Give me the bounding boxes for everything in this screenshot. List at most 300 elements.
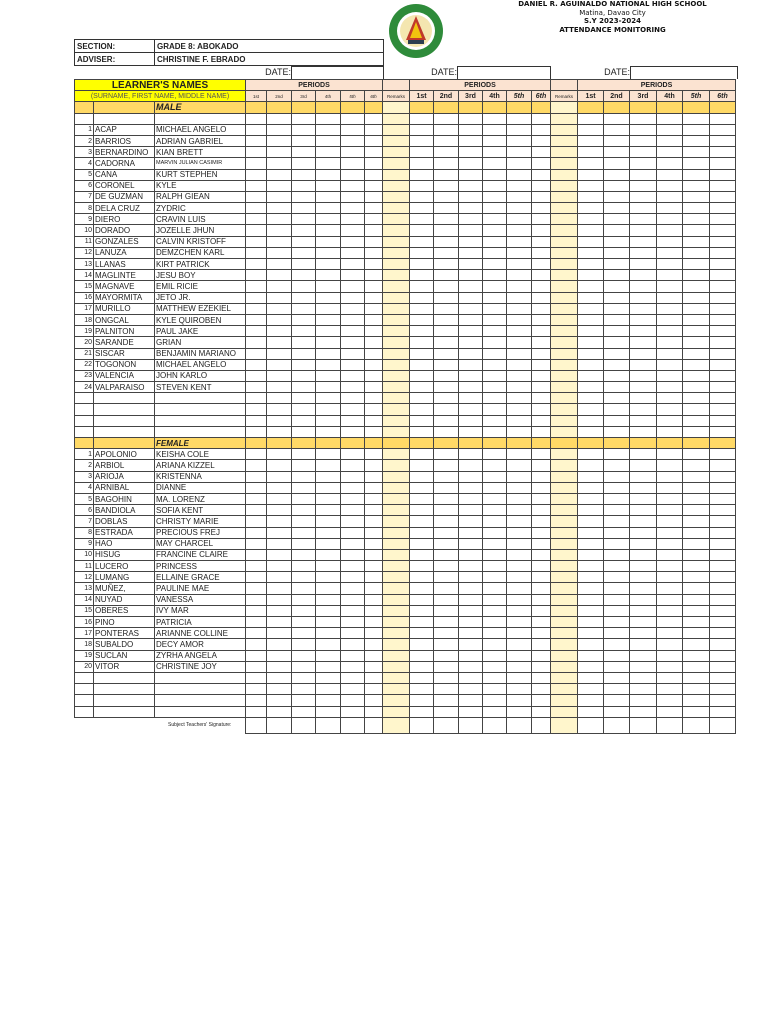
remarks-cell[interactable] <box>383 661 410 672</box>
attendance-cell[interactable] <box>341 572 365 583</box>
remarks-cell[interactable] <box>551 393 578 404</box>
attendance-cell[interactable] <box>507 314 532 325</box>
remarks-cell[interactable] <box>383 348 410 359</box>
attendance-cell[interactable] <box>507 393 532 404</box>
attendance-cell[interactable] <box>410 594 434 605</box>
attendance-cell[interactable] <box>657 672 683 683</box>
attendance-cell[interactable] <box>316 605 341 616</box>
attendance-cell[interactable] <box>459 314 483 325</box>
attendance-cell[interactable] <box>292 270 316 281</box>
attendance-cell[interactable] <box>246 639 267 650</box>
attendance-cell[interactable] <box>657 314 683 325</box>
attendance-cell[interactable] <box>292 124 316 135</box>
attendance-cell[interactable] <box>365 639 383 650</box>
attendance-cell[interactable] <box>316 292 341 303</box>
attendance-cell[interactable] <box>507 326 532 337</box>
attendance-cell[interactable] <box>316 505 341 516</box>
attendance-cell[interactable] <box>532 259 551 270</box>
attendance-cell[interactable] <box>604 113 630 124</box>
attendance-cell[interactable] <box>292 370 316 381</box>
attendance-cell[interactable] <box>246 169 267 180</box>
attendance-cell[interactable] <box>365 393 383 404</box>
signature-cell[interactable] <box>604 717 630 733</box>
attendance-cell[interactable] <box>365 191 383 202</box>
attendance-cell[interactable] <box>483 505 507 516</box>
attendance-cell[interactable] <box>657 169 683 180</box>
attendance-cell[interactable] <box>657 270 683 281</box>
attendance-cell[interactable] <box>483 124 507 135</box>
attendance-cell[interactable] <box>459 505 483 516</box>
attendance-cell[interactable] <box>630 594 657 605</box>
attendance-cell[interactable] <box>657 180 683 191</box>
attendance-cell[interactable] <box>246 695 267 706</box>
attendance-cell[interactable] <box>683 393 710 404</box>
attendance-cell[interactable] <box>341 281 365 292</box>
attendance-cell[interactable] <box>341 549 365 560</box>
signature-cell[interactable] <box>578 717 604 733</box>
attendance-cell[interactable] <box>507 549 532 560</box>
attendance-cell[interactable] <box>532 538 551 549</box>
attendance-cell[interactable] <box>683 124 710 135</box>
attendance-cell[interactable] <box>410 482 434 493</box>
attendance-cell[interactable] <box>316 314 341 325</box>
remarks-cell[interactable] <box>383 605 410 616</box>
attendance-cell[interactable] <box>683 203 710 214</box>
attendance-cell[interactable] <box>365 326 383 337</box>
attendance-cell[interactable] <box>630 460 657 471</box>
attendance-cell[interactable] <box>267 292 292 303</box>
attendance-cell[interactable] <box>507 639 532 650</box>
attendance-cell[interactable] <box>267 359 292 370</box>
attendance-cell[interactable] <box>532 426 551 437</box>
attendance-cell[interactable] <box>316 382 341 393</box>
attendance-cell[interactable] <box>410 382 434 393</box>
remarks-cell[interactable] <box>383 135 410 146</box>
attendance-cell[interactable] <box>578 695 604 706</box>
attendance-cell[interactable] <box>410 292 434 303</box>
attendance-cell[interactable] <box>604 203 630 214</box>
attendance-cell[interactable] <box>507 617 532 628</box>
attendance-cell[interactable] <box>630 661 657 672</box>
attendance-cell[interactable] <box>365 281 383 292</box>
attendance-cell[interactable] <box>410 706 434 717</box>
attendance-cell[interactable] <box>483 180 507 191</box>
remarks-cell[interactable] <box>383 527 410 538</box>
attendance-cell[interactable] <box>630 191 657 202</box>
remarks-cell[interactable] <box>383 672 410 683</box>
attendance-cell[interactable] <box>483 158 507 169</box>
attendance-cell[interactable] <box>507 113 532 124</box>
attendance-cell[interactable] <box>604 191 630 202</box>
attendance-cell[interactable] <box>316 158 341 169</box>
attendance-cell[interactable] <box>459 236 483 247</box>
remarks-cell[interactable] <box>551 124 578 135</box>
attendance-cell[interactable] <box>483 549 507 560</box>
attendance-cell[interactable] <box>246 505 267 516</box>
attendance-cell[interactable] <box>365 135 383 146</box>
attendance-cell[interactable] <box>657 236 683 247</box>
attendance-cell[interactable] <box>459 158 483 169</box>
attendance-cell[interactable] <box>710 617 736 628</box>
remarks-cell[interactable] <box>383 370 410 381</box>
attendance-cell[interactable] <box>657 158 683 169</box>
attendance-cell[interactable] <box>483 684 507 695</box>
attendance-cell[interactable] <box>507 281 532 292</box>
remarks-cell[interactable] <box>383 102 410 113</box>
attendance-cell[interactable] <box>507 594 532 605</box>
attendance-cell[interactable] <box>630 415 657 426</box>
attendance-cell[interactable] <box>341 639 365 650</box>
attendance-cell[interactable] <box>316 415 341 426</box>
remarks-cell[interactable] <box>383 169 410 180</box>
attendance-cell[interactable] <box>292 214 316 225</box>
attendance-cell[interactable] <box>532 135 551 146</box>
remarks-cell[interactable] <box>383 225 410 236</box>
attendance-cell[interactable] <box>710 639 736 650</box>
attendance-cell[interactable] <box>604 516 630 527</box>
attendance-cell[interactable] <box>365 113 383 124</box>
attendance-cell[interactable] <box>459 203 483 214</box>
attendance-cell[interactable] <box>292 404 316 415</box>
remarks-cell[interactable] <box>551 639 578 650</box>
signature-cell[interactable] <box>630 717 657 733</box>
remarks-cell[interactable] <box>551 259 578 270</box>
attendance-cell[interactable] <box>316 594 341 605</box>
remarks-cell[interactable] <box>551 583 578 594</box>
attendance-cell[interactable] <box>532 382 551 393</box>
remarks-cell[interactable] <box>551 572 578 583</box>
attendance-cell[interactable] <box>434 482 459 493</box>
attendance-cell[interactable] <box>246 359 267 370</box>
attendance-cell[interactable] <box>267 147 292 158</box>
attendance-cell[interactable] <box>483 314 507 325</box>
attendance-cell[interactable] <box>459 516 483 527</box>
remarks-cell[interactable] <box>551 147 578 158</box>
attendance-cell[interactable] <box>365 348 383 359</box>
attendance-cell[interactable] <box>410 135 434 146</box>
attendance-cell[interactable] <box>410 370 434 381</box>
attendance-cell[interactable] <box>507 158 532 169</box>
attendance-cell[interactable] <box>341 415 365 426</box>
attendance-cell[interactable] <box>267 617 292 628</box>
attendance-cell[interactable] <box>365 516 383 527</box>
attendance-cell[interactable] <box>710 169 736 180</box>
attendance-cell[interactable] <box>365 247 383 258</box>
attendance-cell[interactable] <box>459 348 483 359</box>
attendance-cell[interactable] <box>483 561 507 572</box>
attendance-cell[interactable] <box>657 147 683 158</box>
attendance-cell[interactable] <box>434 471 459 482</box>
attendance-cell[interactable] <box>710 203 736 214</box>
attendance-cell[interactable] <box>710 516 736 527</box>
attendance-cell[interactable] <box>683 303 710 314</box>
attendance-cell[interactable] <box>410 169 434 180</box>
attendance-cell[interactable] <box>604 650 630 661</box>
attendance-cell[interactable] <box>410 426 434 437</box>
attendance-cell[interactable] <box>246 594 267 605</box>
attendance-cell[interactable] <box>459 180 483 191</box>
attendance-cell[interactable] <box>341 348 365 359</box>
attendance-cell[interactable] <box>267 561 292 572</box>
remarks-cell[interactable] <box>383 359 410 370</box>
attendance-cell[interactable] <box>410 449 434 460</box>
remarks-cell[interactable] <box>551 628 578 639</box>
attendance-cell[interactable] <box>710 471 736 482</box>
attendance-cell[interactable] <box>459 102 483 113</box>
attendance-cell[interactable] <box>459 214 483 225</box>
attendance-cell[interactable] <box>630 493 657 504</box>
remarks-cell[interactable] <box>383 270 410 281</box>
attendance-cell[interactable] <box>507 572 532 583</box>
attendance-cell[interactable] <box>657 605 683 616</box>
attendance-cell[interactable] <box>657 706 683 717</box>
attendance-cell[interactable] <box>657 516 683 527</box>
attendance-cell[interactable] <box>604 471 630 482</box>
attendance-cell[interactable] <box>532 438 551 449</box>
attendance-cell[interactable] <box>434 661 459 672</box>
attendance-cell[interactable] <box>683 639 710 650</box>
attendance-cell[interactable] <box>532 214 551 225</box>
attendance-cell[interactable] <box>292 695 316 706</box>
attendance-cell[interactable] <box>630 292 657 303</box>
attendance-cell[interactable] <box>292 471 316 482</box>
attendance-cell[interactable] <box>578 326 604 337</box>
attendance-cell[interactable] <box>365 561 383 572</box>
attendance-cell[interactable] <box>292 303 316 314</box>
remarks-cell[interactable] <box>551 404 578 415</box>
attendance-cell[interactable] <box>246 382 267 393</box>
attendance-cell[interactable] <box>365 359 383 370</box>
attendance-cell[interactable] <box>604 415 630 426</box>
attendance-cell[interactable] <box>483 370 507 381</box>
attendance-cell[interactable] <box>604 672 630 683</box>
attendance-cell[interactable] <box>341 404 365 415</box>
attendance-cell[interactable] <box>532 493 551 504</box>
attendance-cell[interactable] <box>630 270 657 281</box>
attendance-cell[interactable] <box>630 672 657 683</box>
attendance-cell[interactable] <box>341 359 365 370</box>
attendance-cell[interactable] <box>483 482 507 493</box>
attendance-cell[interactable] <box>246 628 267 639</box>
attendance-cell[interactable] <box>341 438 365 449</box>
attendance-cell[interactable] <box>532 359 551 370</box>
remarks-cell[interactable] <box>551 482 578 493</box>
attendance-cell[interactable] <box>267 471 292 482</box>
attendance-cell[interactable] <box>316 661 341 672</box>
attendance-cell[interactable] <box>630 449 657 460</box>
attendance-cell[interactable] <box>630 426 657 437</box>
attendance-cell[interactable] <box>316 538 341 549</box>
remarks-cell[interactable] <box>551 471 578 482</box>
attendance-cell[interactable] <box>710 493 736 504</box>
attendance-cell[interactable] <box>578 191 604 202</box>
attendance-cell[interactable] <box>578 259 604 270</box>
attendance-cell[interactable] <box>604 147 630 158</box>
attendance-cell[interactable] <box>341 303 365 314</box>
attendance-cell[interactable] <box>316 236 341 247</box>
remarks-cell[interactable] <box>383 124 410 135</box>
attendance-cell[interactable] <box>316 370 341 381</box>
attendance-cell[interactable] <box>316 650 341 661</box>
attendance-cell[interactable] <box>267 594 292 605</box>
remarks-cell[interactable] <box>383 617 410 628</box>
attendance-cell[interactable] <box>483 326 507 337</box>
attendance-cell[interactable] <box>683 259 710 270</box>
attendance-cell[interactable] <box>434 348 459 359</box>
attendance-cell[interactable] <box>483 348 507 359</box>
attendance-cell[interactable] <box>483 102 507 113</box>
attendance-cell[interactable] <box>578 303 604 314</box>
attendance-cell[interactable] <box>341 135 365 146</box>
remarks-cell[interactable] <box>383 314 410 325</box>
attendance-cell[interactable] <box>578 102 604 113</box>
attendance-cell[interactable] <box>683 225 710 236</box>
attendance-cell[interactable] <box>410 549 434 560</box>
attendance-cell[interactable] <box>246 516 267 527</box>
attendance-cell[interactable] <box>292 538 316 549</box>
attendance-cell[interactable] <box>434 493 459 504</box>
attendance-cell[interactable] <box>630 236 657 247</box>
attendance-cell[interactable] <box>483 650 507 661</box>
attendance-cell[interactable] <box>459 326 483 337</box>
remarks-cell[interactable] <box>551 270 578 281</box>
attendance-cell[interactable] <box>341 169 365 180</box>
attendance-cell[interactable] <box>341 628 365 639</box>
attendance-cell[interactable] <box>507 661 532 672</box>
attendance-cell[interactable] <box>532 191 551 202</box>
attendance-cell[interactable] <box>578 628 604 639</box>
attendance-cell[interactable] <box>532 605 551 616</box>
attendance-cell[interactable] <box>683 482 710 493</box>
attendance-cell[interactable] <box>657 695 683 706</box>
attendance-cell[interactable] <box>316 135 341 146</box>
remarks-cell[interactable] <box>383 516 410 527</box>
attendance-cell[interactable] <box>316 393 341 404</box>
attendance-cell[interactable] <box>710 314 736 325</box>
attendance-cell[interactable] <box>267 482 292 493</box>
attendance-cell[interactable] <box>292 247 316 258</box>
attendance-cell[interactable] <box>630 135 657 146</box>
attendance-cell[interactable] <box>578 247 604 258</box>
attendance-cell[interactable] <box>292 236 316 247</box>
attendance-cell[interactable] <box>341 493 365 504</box>
attendance-cell[interactable] <box>630 348 657 359</box>
remarks-cell[interactable] <box>383 572 410 583</box>
attendance-cell[interactable] <box>532 314 551 325</box>
attendance-cell[interactable] <box>316 326 341 337</box>
attendance-cell[interactable] <box>459 605 483 616</box>
attendance-cell[interactable] <box>710 270 736 281</box>
attendance-cell[interactable] <box>267 706 292 717</box>
attendance-cell[interactable] <box>316 572 341 583</box>
attendance-cell[interactable] <box>292 549 316 560</box>
attendance-cell[interactable] <box>483 113 507 124</box>
attendance-cell[interactable] <box>434 684 459 695</box>
attendance-cell[interactable] <box>507 191 532 202</box>
attendance-cell[interactable] <box>341 594 365 605</box>
attendance-cell[interactable] <box>365 672 383 683</box>
attendance-cell[interactable] <box>292 460 316 471</box>
attendance-cell[interactable] <box>292 583 316 594</box>
attendance-cell[interactable] <box>578 337 604 348</box>
attendance-cell[interactable] <box>341 270 365 281</box>
attendance-cell[interactable] <box>630 370 657 381</box>
attendance-cell[interactable] <box>246 102 267 113</box>
attendance-cell[interactable] <box>434 191 459 202</box>
attendance-cell[interactable] <box>410 303 434 314</box>
remarks-cell[interactable] <box>551 706 578 717</box>
attendance-cell[interactable] <box>459 415 483 426</box>
attendance-cell[interactable] <box>341 236 365 247</box>
attendance-cell[interactable] <box>578 572 604 583</box>
attendance-cell[interactable] <box>292 650 316 661</box>
attendance-cell[interactable] <box>604 225 630 236</box>
attendance-cell[interactable] <box>578 314 604 325</box>
attendance-cell[interactable] <box>434 124 459 135</box>
attendance-cell[interactable] <box>434 303 459 314</box>
attendance-cell[interactable] <box>267 628 292 639</box>
attendance-cell[interactable] <box>630 247 657 258</box>
remarks-cell[interactable] <box>551 549 578 560</box>
attendance-cell[interactable] <box>434 538 459 549</box>
attendance-cell[interactable] <box>410 684 434 695</box>
attendance-cell[interactable] <box>507 684 532 695</box>
attendance-cell[interactable] <box>483 259 507 270</box>
attendance-cell[interactable] <box>683 460 710 471</box>
attendance-cell[interactable] <box>365 449 383 460</box>
attendance-cell[interactable] <box>246 203 267 214</box>
attendance-cell[interactable] <box>483 281 507 292</box>
attendance-cell[interactable] <box>267 460 292 471</box>
attendance-cell[interactable] <box>630 113 657 124</box>
attendance-cell[interactable] <box>365 158 383 169</box>
attendance-cell[interactable] <box>578 214 604 225</box>
attendance-cell[interactable] <box>532 270 551 281</box>
attendance-cell[interactable] <box>316 493 341 504</box>
attendance-cell[interactable] <box>630 382 657 393</box>
attendance-cell[interactable] <box>483 135 507 146</box>
attendance-cell[interactable] <box>532 471 551 482</box>
attendance-cell[interactable] <box>532 147 551 158</box>
attendance-cell[interactable] <box>683 471 710 482</box>
attendance-cell[interactable] <box>630 516 657 527</box>
attendance-cell[interactable] <box>604 303 630 314</box>
attendance-cell[interactable] <box>507 583 532 594</box>
attendance-cell[interactable] <box>410 415 434 426</box>
attendance-cell[interactable] <box>683 180 710 191</box>
attendance-cell[interactable] <box>683 706 710 717</box>
attendance-cell[interactable] <box>434 516 459 527</box>
attendance-cell[interactable] <box>657 538 683 549</box>
attendance-cell[interactable] <box>483 460 507 471</box>
attendance-cell[interactable] <box>267 516 292 527</box>
attendance-cell[interactable] <box>341 180 365 191</box>
attendance-cell[interactable] <box>630 706 657 717</box>
remarks-cell[interactable] <box>551 650 578 661</box>
attendance-cell[interactable] <box>267 438 292 449</box>
attendance-cell[interactable] <box>710 460 736 471</box>
attendance-cell[interactable] <box>683 158 710 169</box>
attendance-cell[interactable] <box>410 326 434 337</box>
attendance-cell[interactable] <box>246 135 267 146</box>
attendance-cell[interactable] <box>710 147 736 158</box>
attendance-cell[interactable] <box>341 505 365 516</box>
remarks-cell[interactable] <box>383 438 410 449</box>
attendance-cell[interactable] <box>532 516 551 527</box>
attendance-cell[interactable] <box>630 549 657 560</box>
attendance-cell[interactable] <box>630 684 657 695</box>
attendance-cell[interactable] <box>630 628 657 639</box>
